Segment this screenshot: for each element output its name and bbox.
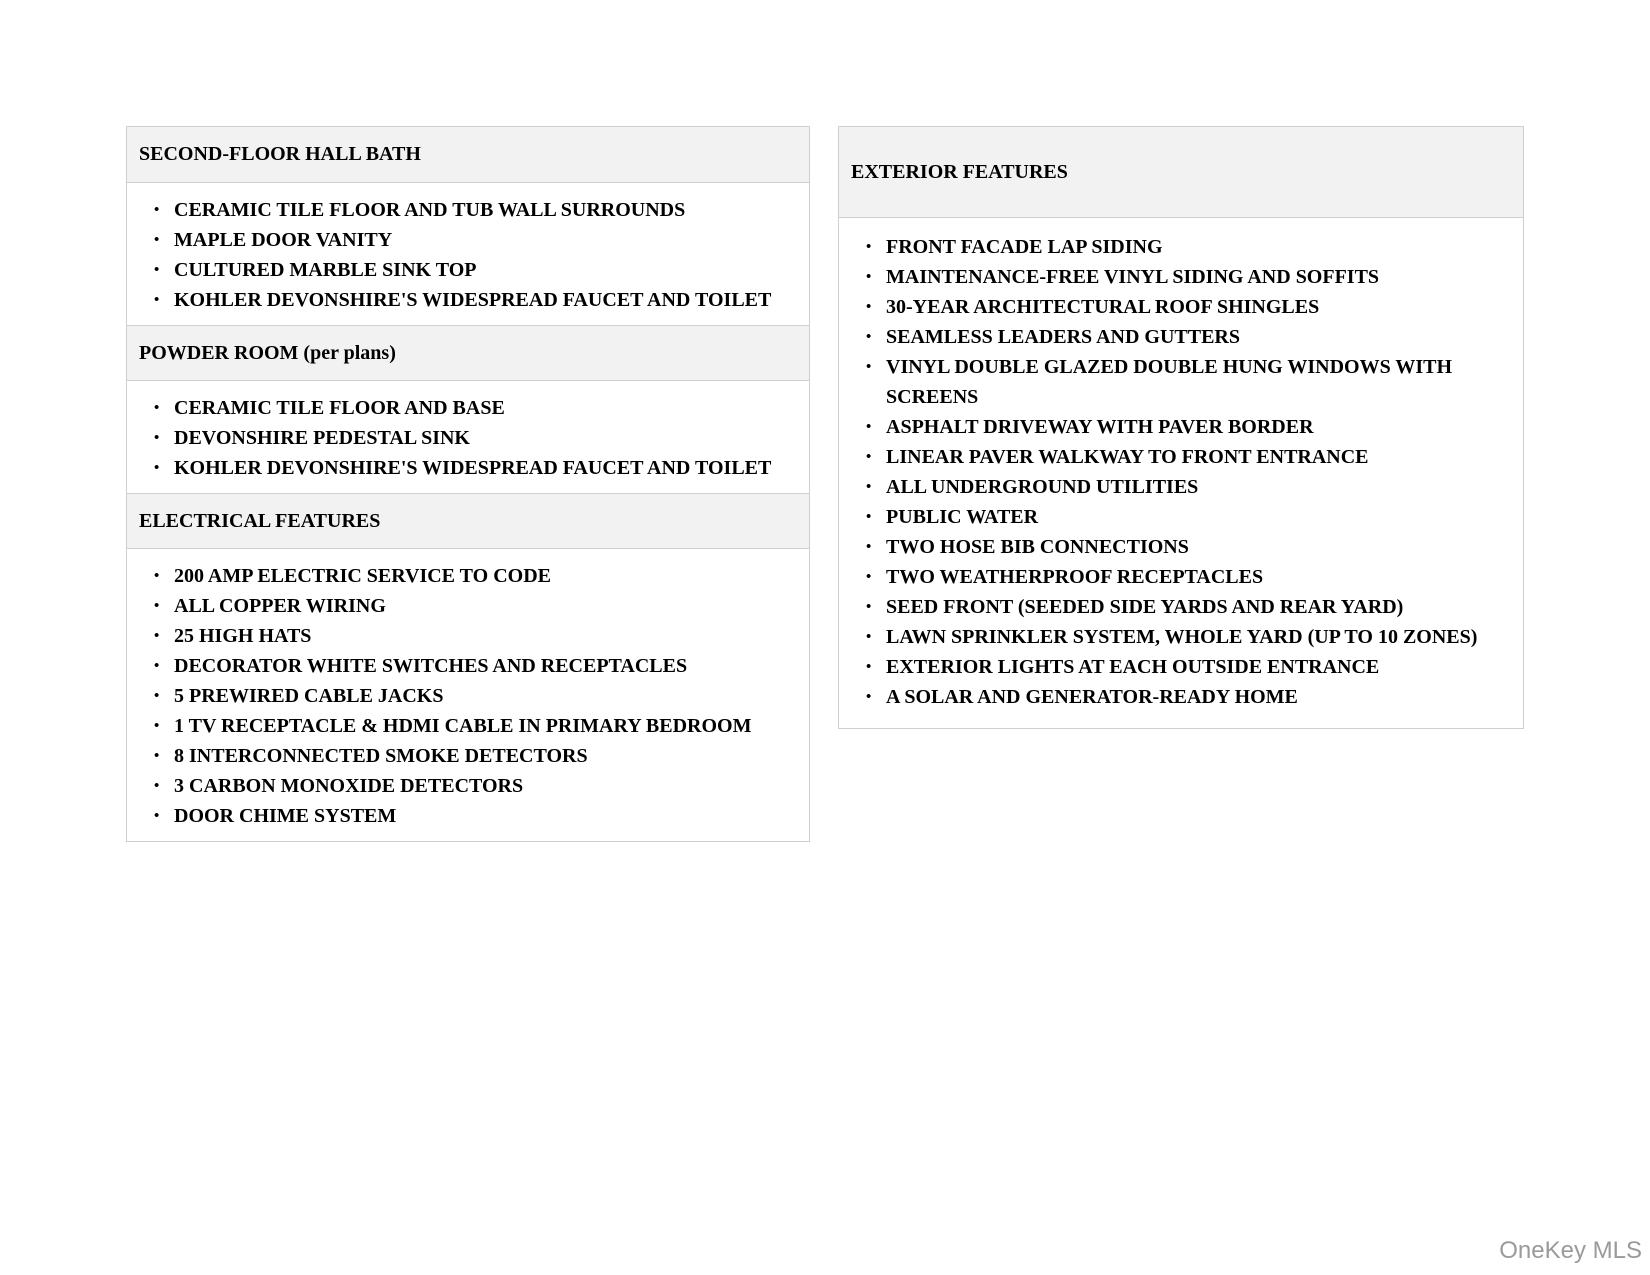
list-item: • MAINTENANCE-FREE VINYL SIDING AND SOFFITS [886, 262, 1511, 292]
list-item: • ALL COPPER WIRING [174, 591, 797, 621]
list-item: • CULTURED MARBLE SINK TOP [174, 255, 797, 285]
list-item: • 8 INTERCONNECTED SMOKE DETECTORS [174, 741, 797, 771]
exterior-list [839, 218, 1523, 728]
list-item: • A SOLAR AND GENERATOR-READY HOME [886, 682, 1511, 712]
right-features-table [838, 126, 1524, 729]
list-item: • 200 AMP ELECTRIC SERVICE TO CODE [174, 561, 797, 591]
list-item: • 25 HIGH HATS [174, 621, 797, 651]
electrical-list [127, 549, 809, 841]
list-item: • 1 TV RECEPTACLE & HDMI CABLE IN PRIMARY BEDROOM [174, 711, 797, 741]
list-item: • DOOR CHIME SYSTEM [174, 801, 797, 831]
list-item: • DEVONSHIRE PEDESTAL SINK [174, 423, 797, 453]
list-item: • 5 PREWIRED CABLE JACKS [174, 681, 797, 711]
list-item: • DECORATOR WHITE SWITCHES AND RECEPTACLES [174, 651, 797, 681]
list-item: • MAPLE DOOR VANITY [174, 225, 797, 255]
powder-room-list [127, 381, 809, 493]
list-item: • TWO WEATHERPROOF RECEPTACLES [886, 562, 1511, 592]
list-item: • VINYL DOUBLE GLAZED DOUBLE HUNG WINDOWS WITH SCREENS [886, 352, 1511, 412]
section-title: POWDER ROOM (per plans) [139, 341, 396, 364]
section-title: EXTERIOR FEATURES [851, 160, 1068, 183]
hall-bath-list [127, 183, 809, 325]
list-item: • LINEAR PAVER WALKWAY TO FRONT ENTRANCE [886, 442, 1511, 472]
section-header-exterior [839, 127, 1523, 218]
section-title: ELECTRICAL FEATURES [139, 509, 381, 532]
list-item: • TWO HOSE BIB CONNECTIONS [886, 532, 1511, 562]
section-title: SECOND-FLOOR HALL BATH [139, 143, 421, 165]
list-item: • 30-YEAR ARCHITECTURAL ROOF SHINGLES [886, 292, 1511, 322]
list-item: • SEAMLESS LEADERS AND GUTTERS [886, 322, 1511, 352]
list-item: • ALL UNDERGROUND UTILITIES [886, 472, 1511, 502]
list-item: • ASPHALT DRIVEWAY WITH PAVER BORDER [886, 412, 1511, 442]
list-item: • FRONT FACADE LAP SIDING [886, 232, 1511, 262]
list-item: • SEED FRONT (SEEDED SIDE YARDS AND REAR YARD) [886, 592, 1511, 622]
list-item: • CERAMIC TILE FLOOR AND BASE [174, 393, 797, 423]
section-header-powder-room [127, 325, 809, 381]
onekey-mls-watermark: OneKey MLS [1499, 1237, 1642, 1264]
list-item: • LAWN SPRINKLER SYSTEM, WHOLE YARD (UP TO 10 ZONES) [886, 622, 1511, 652]
list-item: • EXTERIOR LIGHTS AT EACH OUTSIDE ENTRANCE [886, 652, 1511, 682]
list-item: • CERAMIC TILE FLOOR AND TUB WALL SURROUNDS [174, 195, 797, 225]
list-item: • 3 CARBON MONOXIDE DETECTORS [174, 771, 797, 801]
list-item: • PUBLIC WATER [886, 502, 1511, 532]
section-header-electrical [127, 493, 809, 549]
section-header-hall-bath [127, 127, 809, 183]
left-features-table [126, 126, 810, 842]
list-item: • KOHLER DEVONSHIRE'S WIDESPREAD FAUCET AND TOILET [174, 285, 797, 315]
list-item: • KOHLER DEVONSHIRE'S WIDESPREAD FAUCET AND TOILET [174, 453, 797, 483]
